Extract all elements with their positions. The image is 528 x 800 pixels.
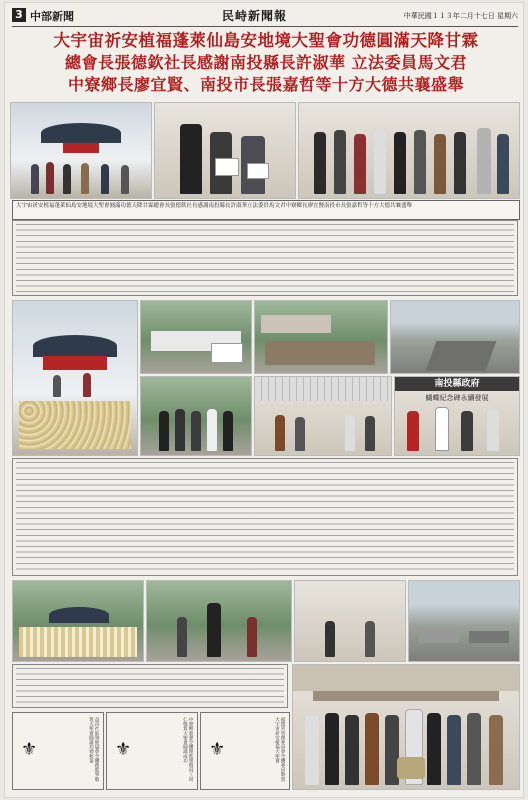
photo-dignitaries-certificates: [154, 102, 296, 199]
gov-placard-subtitle: 蝴蝶紀念碑永續發展: [425, 394, 489, 402]
photo-government-placard: [394, 376, 520, 456]
photo-hall-ceremony: [254, 376, 392, 456]
photo-road-procession: [390, 300, 520, 374]
photo-outdoor-tent: [140, 300, 252, 374]
article-text-block-3-texture: [16, 668, 284, 704]
paper-name: 民峙新聞報: [222, 9, 288, 23]
photo-courtyard: [294, 580, 406, 662]
photo-officials-lineup: [140, 376, 252, 456]
ad-left-text: 益昌社區發展協會全體理監事敬賀大聖會圓滿功德無量: [88, 717, 99, 782]
ad-left-emblem-icon: ⚜: [21, 739, 38, 760]
headline-line-1: 大宇宙祈安植福蓬萊仙島安地境大聖會功德圓滿天降甘霖: [53, 31, 479, 50]
photo-altar-offerings: [12, 300, 138, 456]
article-text-block-1: [12, 220, 518, 296]
masthead: [12, 6, 518, 27]
photo-outdoor-altar: [12, 580, 144, 662]
ad-congratulation-right: [200, 712, 290, 790]
ad-congratulation-left: [12, 712, 104, 790]
article-text-block-2: [12, 458, 518, 576]
photo-dignitary-walking: [146, 580, 292, 662]
section-name: 中部新聞: [30, 10, 74, 23]
ad-congratulation-middle: [106, 712, 198, 790]
headline: [10, 30, 522, 96]
photo-temple-group: [292, 664, 520, 790]
page-number: 3: [12, 8, 26, 22]
headline-line-3: 中寮鄉長廖宜賢、南投市長張嘉哲等十方大德共襄盛舉: [67, 75, 464, 94]
headline-line-2: 總會長張德欽社長感謝南投縣長許淑華 立法委員馬文君: [64, 53, 468, 72]
ad-right-text: 福德宮管理委員會全體委員敬賀大宇宙祈安植福大聖會: [274, 717, 285, 782]
photo-group-standing: [298, 102, 520, 199]
photo-parking-area: [408, 580, 520, 662]
article-text-block-2-texture: [16, 462, 514, 572]
photo-boat-ceremony: [254, 300, 388, 374]
article-text-block-3: [12, 664, 288, 708]
newspaper-page: [4, 2, 524, 798]
ad-middle-emblem-icon: ⚜: [115, 739, 132, 760]
issue-date: 中華民國１１３年二月十七日 星期六: [403, 12, 518, 20]
ad-middle-text: 中寮鄉農會全體理監事暨員工同仁敬賀大聖會圓滿成功: [182, 717, 193, 782]
article-text-block-1-texture: [16, 224, 514, 292]
photo-temple-stage: [10, 102, 152, 199]
gov-placard-title: 南投縣政府: [395, 377, 519, 391]
photo-caption: 大宇宙祈安植福蓬萊仙島安地境大聖會圓滿功德天降甘霖總會長張德欽社長感謝南投縣長許淑華立法委員馬文君中寮鄉長廖宜賢南投市長張嘉哲等十方大德共襄盛舉: [12, 200, 520, 220]
ad-right-emblem-icon: ⚜: [209, 739, 226, 760]
